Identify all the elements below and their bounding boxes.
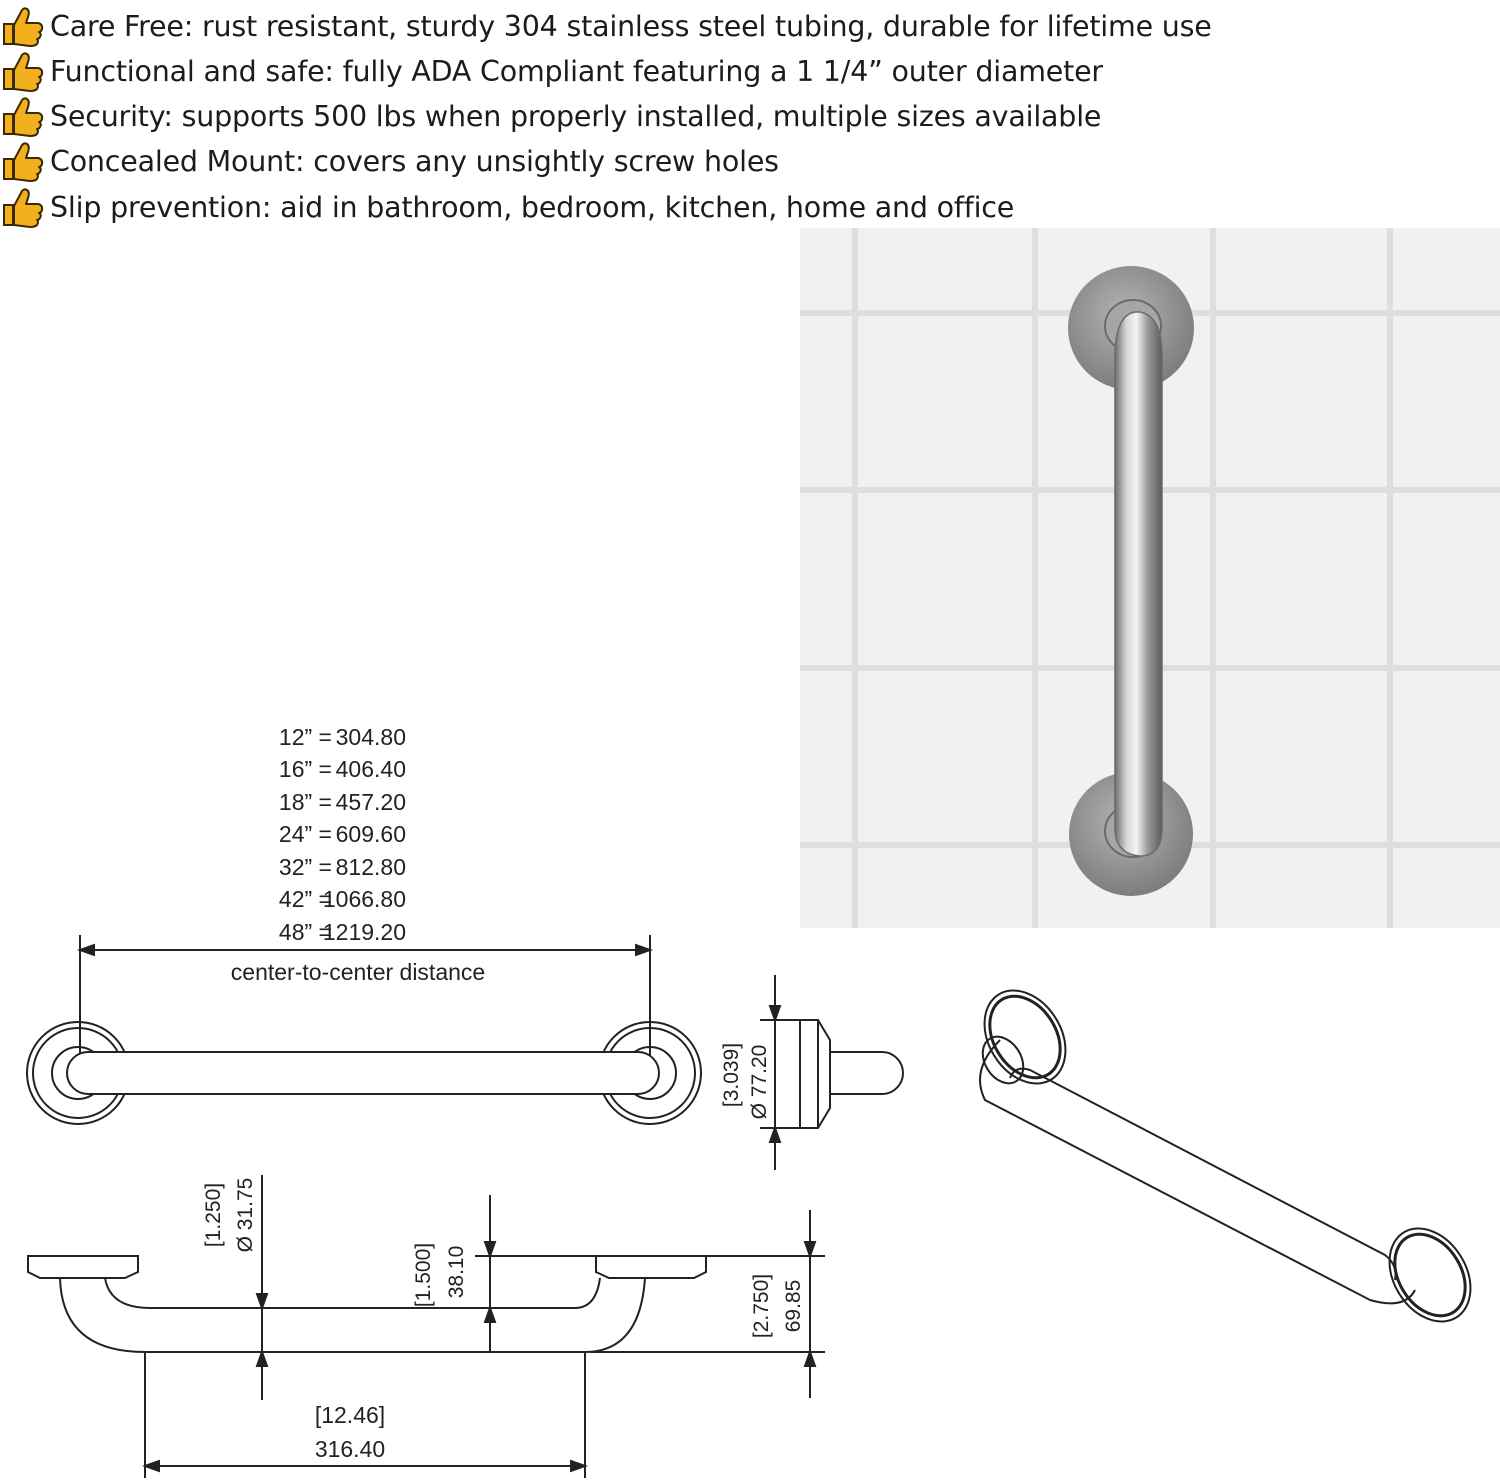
feature-item xyxy=(0,94,1101,138)
technical-drawing xyxy=(0,700,1500,1483)
size-label: 42” = xyxy=(278,886,332,912)
size-mm: 812.80 xyxy=(335,854,406,880)
tube-diameter-in: [1.250] xyxy=(202,1182,225,1248)
depth-in: [2.750] xyxy=(750,1273,773,1339)
feature-text: Concealed Mount: covers any unsightly screw holes xyxy=(50,144,779,178)
feature-item xyxy=(0,139,779,183)
thumbs-up-icon xyxy=(0,94,46,138)
size-label: 24” = xyxy=(278,821,332,847)
width-mm: 316.40 xyxy=(314,1436,386,1462)
feature-text: Slip prevention: aid in bathroom, bedroom, kitchen, home and office xyxy=(50,190,1015,224)
size-mm: 304.80 xyxy=(335,724,406,750)
thumbs-up-icon xyxy=(0,4,46,48)
width-in: [12.46] xyxy=(314,1402,386,1428)
isometric-view xyxy=(968,976,1487,1337)
clearance-in: [1.500] xyxy=(412,1242,435,1308)
feature-item xyxy=(0,49,1103,93)
size-mm: 406.40 xyxy=(335,756,406,782)
flange-diameter-in: [3.039] xyxy=(720,1042,743,1108)
size-table xyxy=(279,724,406,945)
size-label: 12” = xyxy=(278,724,332,750)
size-label: 32” = xyxy=(278,854,332,880)
center-to-center-label: center-to-center distance xyxy=(230,959,486,985)
tube-diameter-mm: Ø 31.75 xyxy=(234,1177,257,1253)
size-label: 18” = xyxy=(278,789,332,815)
size-label: 48” = xyxy=(278,919,332,945)
feature-item xyxy=(0,185,1014,229)
side-view xyxy=(760,975,903,1170)
feature-text: Care Free: rust resistant, sturdy 304 stainless steel tubing, durable for lifetime use xyxy=(50,9,1212,43)
thumbs-up-icon xyxy=(0,49,46,93)
clearance-mm: 38.10 xyxy=(445,1245,468,1299)
top-view xyxy=(28,1175,825,1478)
flange-diameter-mm: Ø 77.20 xyxy=(748,1044,771,1120)
depth-mm: 69.85 xyxy=(782,1279,805,1333)
thumbs-up-icon xyxy=(0,139,46,183)
size-mm: 457.20 xyxy=(335,789,406,815)
size-mm: 1066.80 xyxy=(322,886,406,912)
feature-item xyxy=(0,4,1212,48)
feature-text: Security: supports 500 lbs when properly installed, multiple sizes available xyxy=(50,99,1102,133)
feature-text: Functional and safe: fully ADA Compliant featuring a 1 1/4” outer diameter xyxy=(50,54,1103,88)
size-label: 16” = xyxy=(278,756,332,782)
thumbs-up-icon xyxy=(0,185,46,229)
size-mm: 1219.20 xyxy=(322,919,406,945)
size-mm: 609.60 xyxy=(335,821,406,847)
